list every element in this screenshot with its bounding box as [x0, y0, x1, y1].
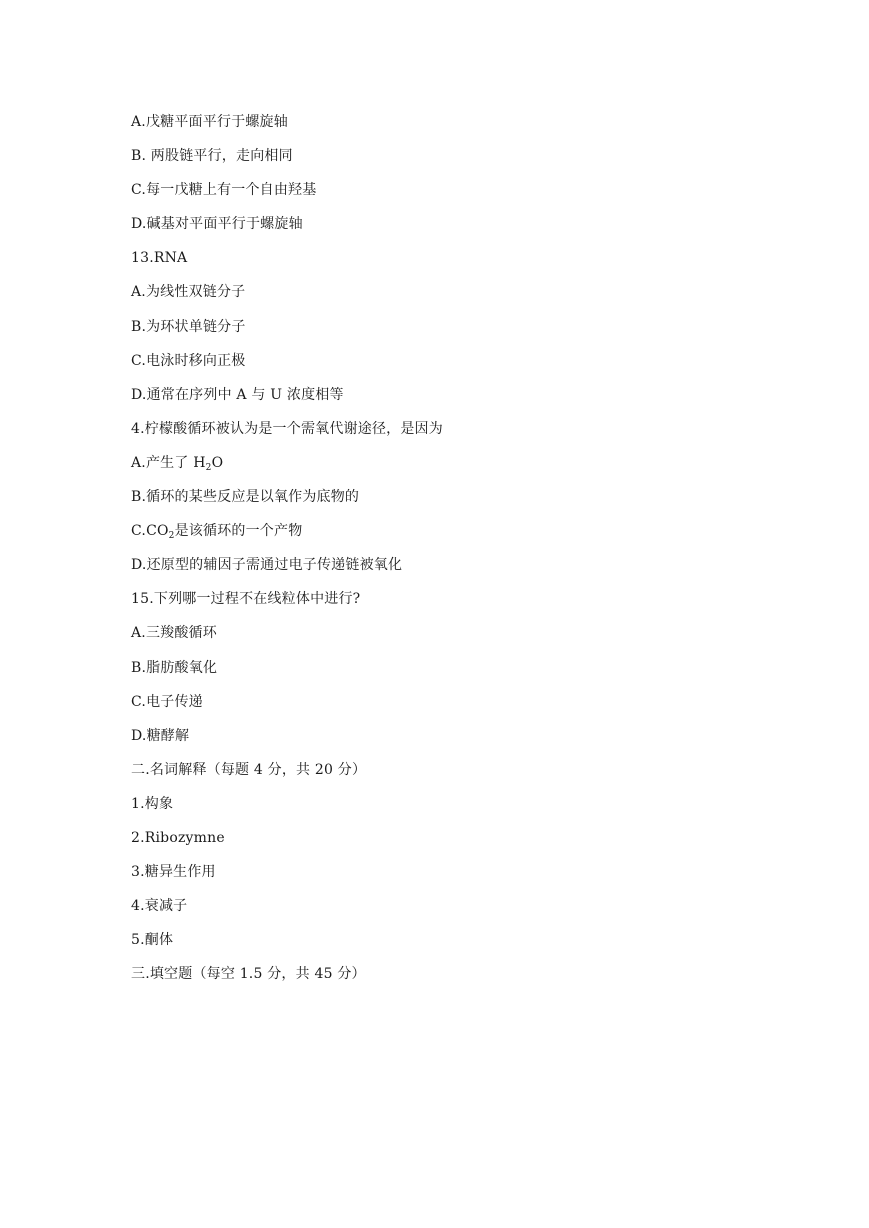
question-14: 4.柠檬酸循环被认为是一个需氧代谢途径，是因为	[131, 420, 443, 437]
option-c-q12: C.每一戊糖上有一个自由羟基	[131, 182, 317, 199]
option-b-q15: B.脂肪酸氧化	[131, 659, 218, 676]
question-15: 15.下列哪一过程不在线粒体中进行?	[131, 591, 361, 608]
option-c-q13: C.电泳时移向正极	[131, 352, 246, 369]
section-heading-terms: 二.名词解释（每题 4 分，共 20 分）	[131, 761, 367, 778]
term-1: 1.构象	[131, 795, 174, 812]
question-13: 13.RNA	[131, 250, 188, 267]
option-b-q12: B. 两股链平行，走向相同	[131, 148, 293, 165]
option-b-q13: B.为环状单链分子	[131, 318, 246, 335]
option-c-q14-suffix: 是该循环的一个产物	[174, 523, 303, 540]
term-2: 2.Ribozymne	[131, 829, 225, 846]
option-a-q14-prefix: A.产生了 H	[131, 454, 206, 471]
option-a-q14-suffix: O	[211, 454, 224, 471]
option-c-q14-prefix: C.CO	[131, 523, 169, 540]
option-a-q15: A.三羧酸循环	[131, 625, 217, 642]
term-3: 3.糖异生作用	[131, 864, 216, 881]
option-a-q13: A.为线性双链分子	[131, 284, 246, 301]
option-d-q15: D.糖酵解	[131, 727, 190, 744]
term-4: 4.衰减子	[131, 898, 188, 915]
option-c-q15: C.电子传递	[131, 693, 203, 710]
text-lines	[131, 111, 831, 997]
section-heading-fill-in: 三.填空题（每空 1.5 分，共 45 分）	[131, 966, 366, 983]
option-a-q14	[131, 452, 831, 486]
option-c-q14	[131, 520, 831, 554]
subscript-2: 2	[168, 531, 175, 542]
option-d-q12: D.碱基对平面平行于螺旋轴	[131, 216, 303, 233]
option-d-q14: D.还原型的辅因子需通过电子传递链被氧化	[131, 557, 403, 574]
term-5: 5.酮体	[131, 932, 174, 949]
subscript-2: 2	[205, 462, 212, 473]
option-d-q13: D.通常在序列中 A 与 U 浓度相等	[131, 386, 344, 403]
option-b-q14: B.循环的某些反应是以氧作为底物的	[131, 489, 360, 506]
option-a-q12: A.戊糖平面平行于螺旋轴	[131, 114, 288, 130]
